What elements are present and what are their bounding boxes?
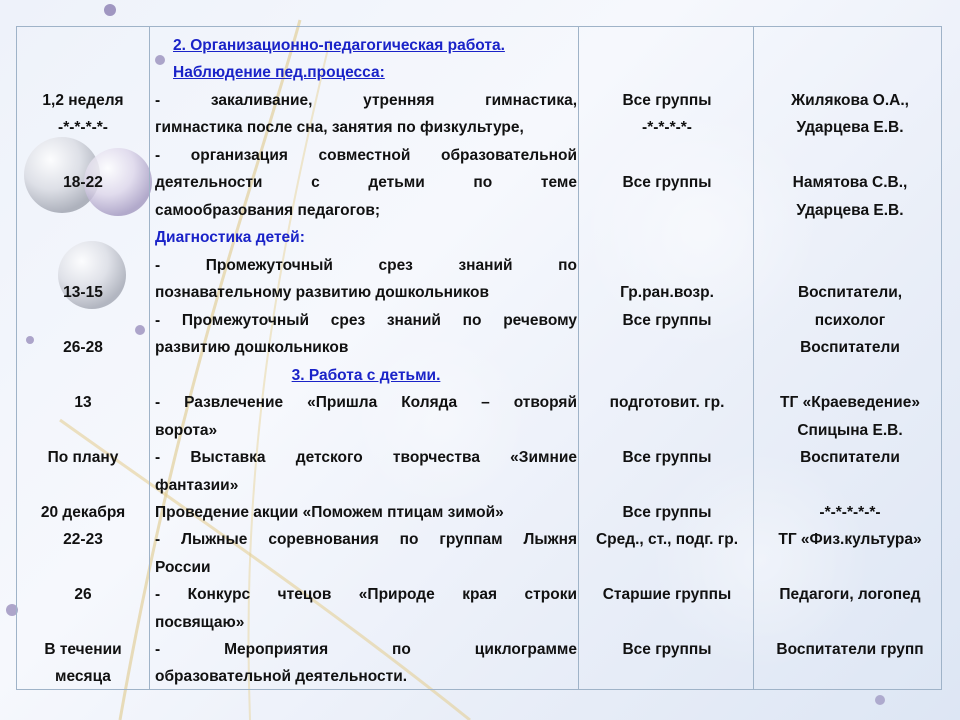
responsible-cell: ТГ «Краеведение» [780,394,920,411]
activity-line: - Мероприятия по циклограмме [155,641,577,658]
group-cell: Все группы [622,449,712,466]
responsible-cell: Намятова С.В., [792,174,908,191]
responsible-cell: -*-*-*-*-*- [819,504,881,521]
activity-line: - Конкурс чтецов «Природе края строки [155,586,577,603]
responsible-cell: Спицына Е.В. [797,422,903,439]
activity-line: деятельности с детьми по теме [155,174,577,191]
date-cell: 26-28 [63,339,103,356]
activity-line: самообразования педагогов; [155,202,381,219]
group-cell: Старшие группы [602,586,732,603]
date-cell: 1,2 неделя [42,92,124,109]
activity-line: ворота» [155,422,218,439]
date-cell: 13-15 [63,284,103,301]
activity-line: - закаливание, утренняя гимнастика, [155,92,577,109]
responsible-cell: Воспитатели [800,449,900,466]
activity-line: посвящаю» [155,614,245,631]
responsible-cell: Воспитатели, [797,284,903,301]
activity-line: познавательному развитию дошкольников [155,284,490,301]
responsible-cell: психолог [814,312,886,329]
group-cell: Гр.ран.возр. [620,284,714,301]
date-cell: 18-22 [63,174,103,191]
group-cell: Все группы [622,504,712,521]
group-cell: Все группы [622,92,712,109]
activity-line: образовательной деятельности. [155,668,408,685]
group-cell: Все группы [622,312,712,329]
responsible-cell: Ударцева Е.В. [796,119,904,136]
date-cell: 22-23 [63,531,103,548]
responsible-cell: Воспитатели групп [776,641,924,658]
subsection-heading: Диагностика детей: [155,229,305,246]
date-cell: 26 [74,586,92,603]
activity-line: - Промежуточный срез знаний по речевому [155,312,577,329]
activity-line: гимнастика после сна, занятия по физкультуре, [155,119,524,136]
column-divider [578,27,579,689]
section-heading: 3. Работа с детьми. [291,367,441,384]
section-heading: 2. Организационно-педагогическая работа. [173,37,505,54]
date-cell: В течении [44,641,122,658]
responsible-cell: Педагоги, логопед [779,586,921,603]
column-divider [149,27,150,689]
activity-line: развитию дошкольников [155,339,349,356]
group-cell: -*-*-*-*- [642,119,692,136]
date-cell: 13 [74,394,92,411]
subsection-heading: Наблюдение пед.процесса: [173,64,385,81]
group-cell: Сред., ст., подг. гр. [595,531,739,548]
activity-line: - Промежуточный срез знаний по [155,257,577,274]
activity-line: - Развлечение «Пришла Коляда – отворяй [155,394,577,411]
group-cell: Все группы [622,641,712,658]
date-cell: месяца [55,668,111,685]
date-cell: По плану [47,449,119,466]
activity-line: - организация совместной образовательной [155,147,577,164]
group-cell: подготовит. гр. [609,394,725,411]
activity-line: фантазии» [155,477,239,494]
responsible-cell: Ударцева Е.В. [796,202,904,219]
date-cell: 20 декабря [40,504,126,521]
activity-line: Проведение акции «Поможем птицам зимой» [155,504,504,521]
responsible-cell: Воспитатели [800,339,900,356]
responsible-cell: ТГ «Физ.культура» [778,531,922,548]
activity-line: - Лыжные соревнования по группам Лыжня [155,531,577,548]
schedule-table [16,26,942,690]
responsible-cell: Жилякова О.А., [791,92,909,109]
group-cell: Все группы [622,174,712,191]
activity-line: - Выставка детского творчества «Зимние [155,449,577,466]
activity-line: России [155,559,211,576]
date-cell: -*-*-*-*- [58,119,108,136]
